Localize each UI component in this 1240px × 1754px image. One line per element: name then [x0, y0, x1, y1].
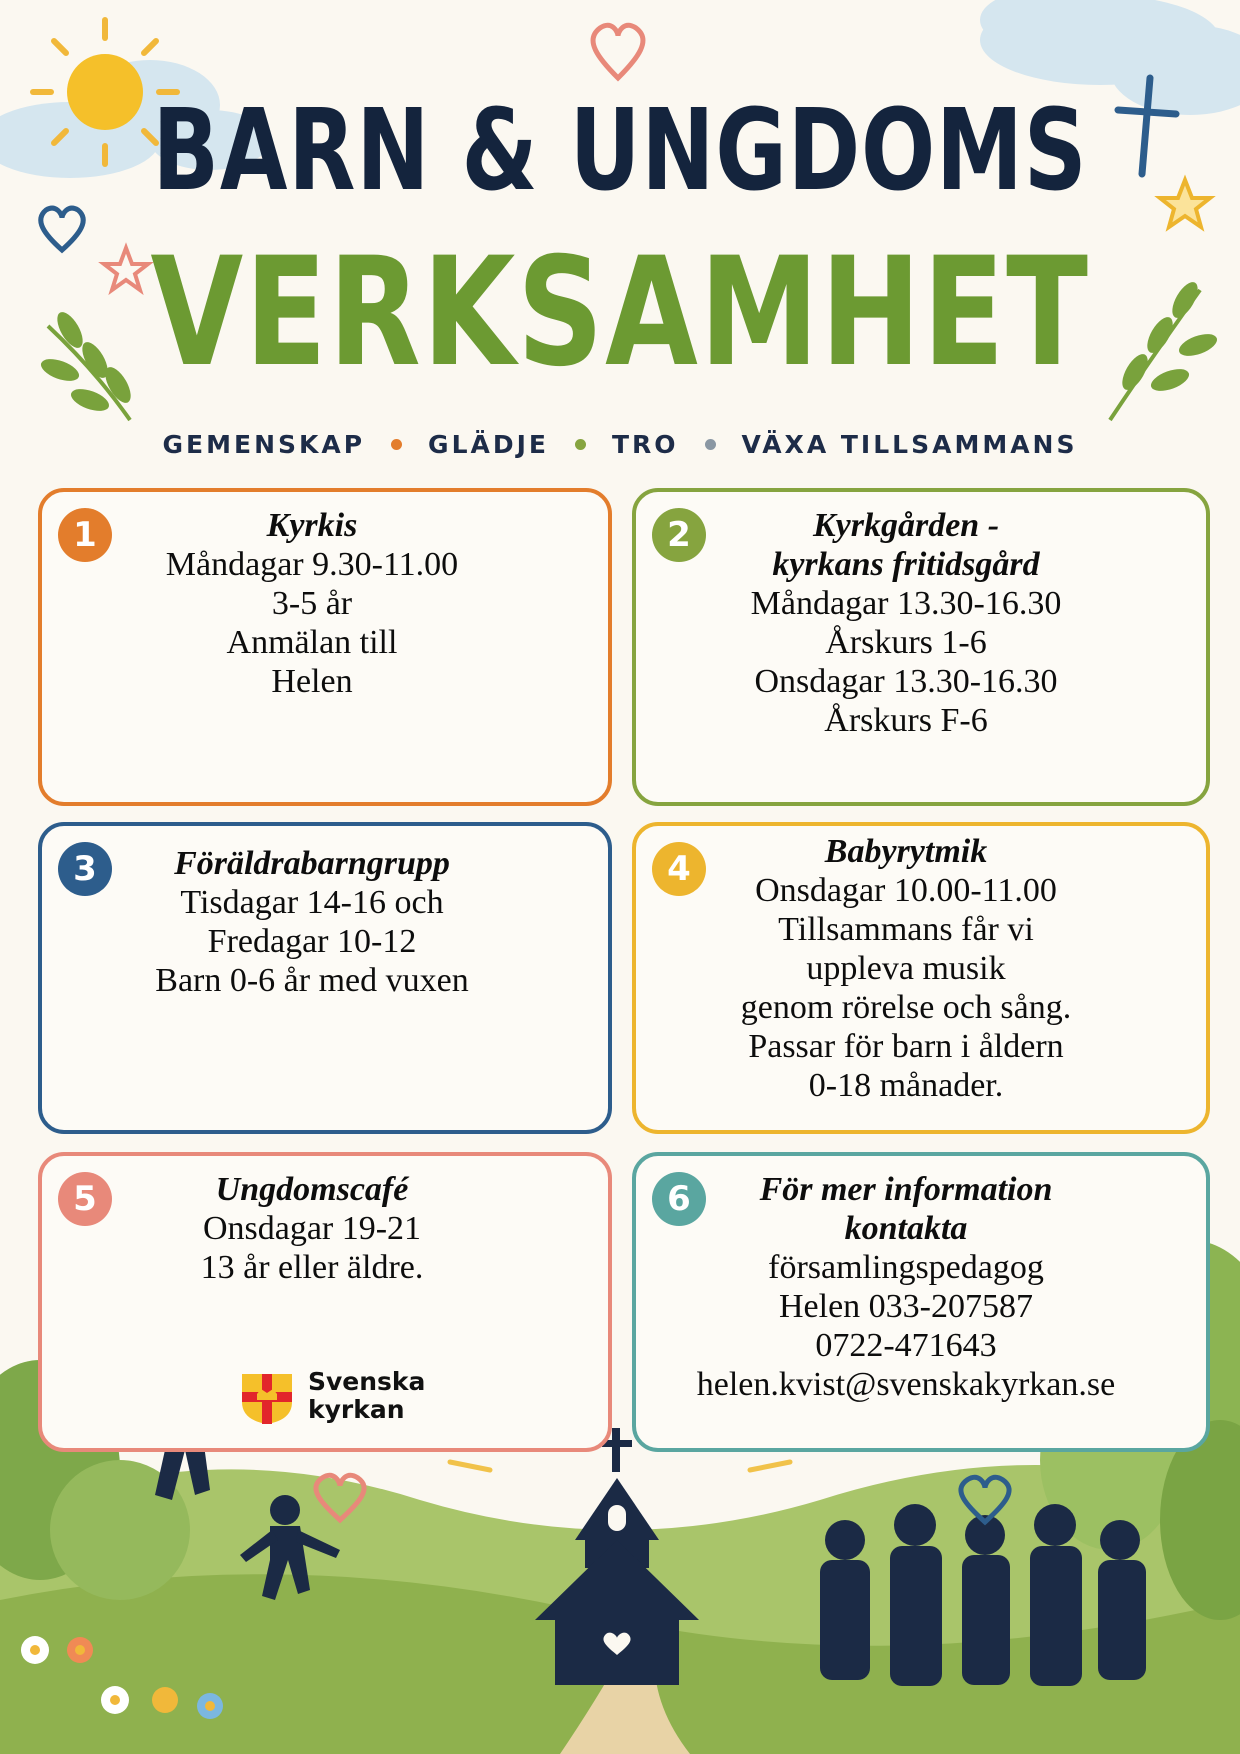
- card-title: Babyrytmik: [824, 833, 988, 870]
- number-badge: 5: [58, 1172, 112, 1226]
- heart-icon-left: [41, 208, 83, 250]
- tagline-dot-green: [575, 439, 586, 450]
- card-line: Måndagar 9.30-11.00: [165, 546, 459, 583]
- tagline-dot-orange: [391, 439, 402, 450]
- logo-line1: Svenska: [308, 1367, 426, 1396]
- heart-icon-top: [593, 25, 643, 78]
- card-line: Onsdagar 19-21: [202, 1210, 422, 1247]
- card-title: kyrkans fritidsgård: [772, 546, 1040, 583]
- card-line: 13 år eller äldre.: [200, 1249, 424, 1286]
- card-babyrytmik: [632, 822, 1210, 1134]
- number-badge: 3: [58, 842, 112, 896]
- card-line: Onsdagar 10.00-11.00: [755, 872, 1057, 909]
- card-line: Onsdagar 13.30-16.30: [754, 663, 1058, 700]
- card-line: Årskurs 1-6: [825, 624, 987, 661]
- card-line: 0-18 månader.: [808, 1067, 1004, 1104]
- card-title: Kyrkgården -: [812, 507, 1000, 544]
- tagline-word: TRO: [611, 430, 679, 459]
- card-kyrkis: [38, 488, 612, 806]
- card-line: Barn 0-6 år med vuxen: [155, 962, 469, 999]
- logo-line2: kyrkan: [308, 1395, 405, 1424]
- card-content: [656, 1170, 1156, 1404]
- card-content: [102, 506, 522, 701]
- card-foraldrabarngrupp: [38, 822, 612, 1134]
- card-line: Tisdagar 14-16 och: [180, 884, 444, 921]
- card-title: Ungdomscafé: [215, 1171, 409, 1208]
- card-title: kontakta: [844, 1210, 968, 1247]
- card-kyrkgarden: [632, 488, 1210, 806]
- star-icon-right: [1160, 180, 1210, 227]
- number-badge: 2: [652, 508, 706, 562]
- card-content: [102, 844, 522, 1000]
- card-line: Helen 033-207587: [778, 1288, 1033, 1325]
- leaf-sprig-left: [38, 308, 136, 420]
- svenska-kyrkan-logo-text: [308, 1368, 425, 1424]
- contact-email: helen.kvist@svenskakyrkan.se: [696, 1366, 1116, 1403]
- tagline: [0, 430, 1240, 459]
- tagline-word: VÄXA TILLSAMMANS: [741, 430, 1078, 459]
- card-line: Helen: [271, 663, 353, 700]
- card-title: För mer information: [759, 1171, 1053, 1208]
- card-kontakt: [632, 1152, 1210, 1452]
- card-line: Passar för barn i åldern: [748, 1028, 1064, 1065]
- number-badge: 4: [652, 842, 706, 896]
- card-line: Tillsammans får vi: [778, 911, 1034, 948]
- card-title: Föräldrabarngrupp: [174, 845, 450, 882]
- card-line: Måndagar 13.30-16.30: [750, 585, 1062, 622]
- page-title-line1: BARN & UNGDOMS: [152, 86, 1088, 216]
- card-line: 0722-471643: [815, 1327, 997, 1364]
- card-line: 3-5 år: [271, 585, 353, 622]
- svenska-kyrkan-logo-icon: [240, 1372, 294, 1426]
- card-content: [696, 506, 1116, 740]
- card-line: uppleva musik: [806, 950, 1006, 987]
- card-line: Anmälan till: [226, 624, 398, 661]
- card-line: Fredagar 10-12: [207, 923, 417, 960]
- tagline-word: GLÄDJE: [428, 430, 549, 459]
- card-title: Kyrkis: [266, 507, 358, 544]
- number-badge: 6: [652, 1172, 706, 1226]
- leaf-sprig-right: [1110, 278, 1220, 420]
- tagline-dot-grey: [705, 439, 716, 450]
- page-title-line2: VERKSAMHET: [150, 226, 1090, 400]
- card-content: [696, 832, 1116, 1105]
- number-badge: 1: [58, 508, 112, 562]
- card-line: Årskurs F-6: [824, 702, 988, 739]
- card-content: [102, 1170, 522, 1287]
- card-line: församlingspedagog: [768, 1249, 1044, 1286]
- tagline-word: GEMENSKAP: [162, 430, 366, 459]
- card-line: genom rörelse och sång.: [740, 989, 1072, 1026]
